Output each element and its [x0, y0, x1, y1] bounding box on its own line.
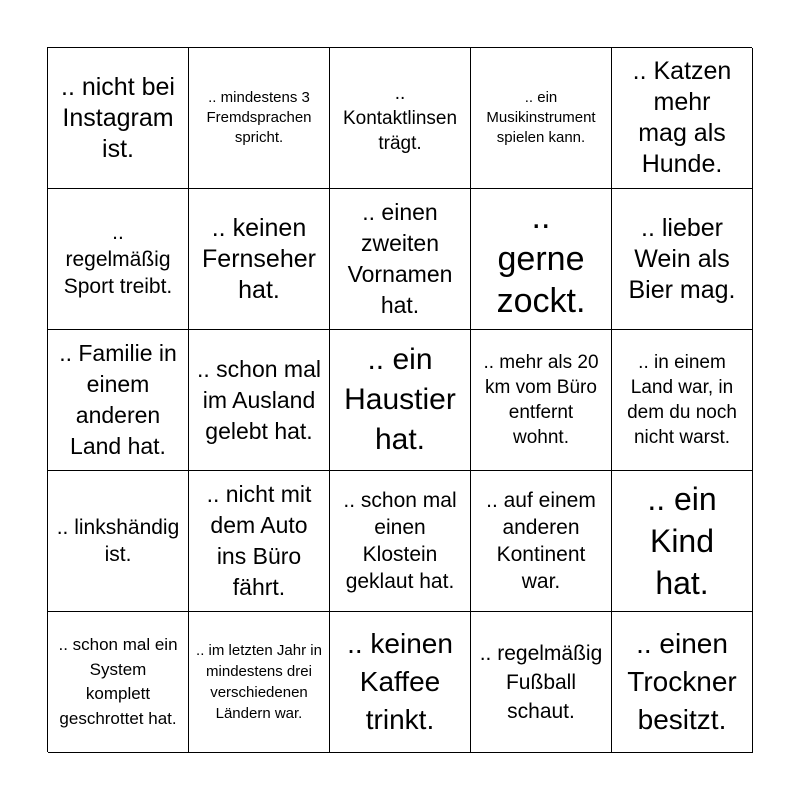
- bingo-cell-3-4[interactable]: [471, 330, 612, 471]
- bingo-cell-5-5[interactable]: [612, 612, 753, 753]
- bingo-cell-text: .. nicht bei Instagram ist.: [61, 72, 175, 163]
- bingo-cell-5-1[interactable]: [48, 612, 189, 753]
- bingo-board: [47, 47, 752, 752]
- bingo-cell-4-4[interactable]: [471, 471, 612, 612]
- bingo-cell-4-5[interactable]: [612, 471, 753, 612]
- bingo-cell-4-3[interactable]: [330, 471, 471, 612]
- bingo-cell-2-4[interactable]: [471, 189, 612, 330]
- bingo-cell-5-4[interactable]: [471, 612, 612, 753]
- bingo-cell-text: .. mehr als 20 km vom Büro entfernt wohnt.: [483, 352, 599, 448]
- bingo-cell-5-2[interactable]: [189, 612, 330, 753]
- bingo-cell-text: .. linkshändig ist.: [56, 516, 180, 566]
- bingo-cell-text: .. einen Trockner besitzt.: [627, 628, 737, 735]
- bingo-cell-text: .. in einem Land war, in dem du noch nicht warst.: [627, 352, 737, 448]
- bingo-cell-4-2[interactable]: [189, 471, 330, 612]
- bingo-cell-1-3[interactable]: [330, 48, 471, 189]
- bingo-cell-2-3[interactable]: [330, 189, 471, 330]
- bingo-cell-text: .. ein Musikinstrument spielen kann.: [486, 89, 596, 146]
- bingo-cell-text: .. einen zweiten Vornamen hat.: [347, 199, 453, 318]
- bingo-cell-3-2[interactable]: [189, 330, 330, 471]
- bingo-cell-1-5[interactable]: [612, 48, 753, 189]
- bingo-cell-text: .. regelmäßig Fußball schaut.: [479, 641, 603, 723]
- bingo-cell-text: .. nicht mit dem Auto ins Büro fährt.: [206, 481, 312, 600]
- bingo-cell-text: .. Familie in einem anderen Land hat.: [59, 340, 177, 459]
- bingo-cell-text: .. keinen Fernseher hat.: [202, 213, 316, 304]
- bingo-cell-1-2[interactable]: [189, 48, 330, 189]
- bingo-cell-5-3[interactable]: [330, 612, 471, 753]
- bingo-cell-text: .. Kontaktlinsen trägt.: [342, 82, 458, 154]
- bingo-cell-text: .. schon mal einen Klostein geklaut hat.: [343, 489, 457, 593]
- bingo-cell-text: .. lieber Wein als Bier mag.: [628, 213, 736, 304]
- bingo-cell-text: .. im letzten Jahr in mindestens drei verschiedenen Ländern war.: [196, 642, 322, 722]
- bingo-cell-text: .. schon mal ein System komplett geschrottet hat.: [58, 635, 178, 728]
- bingo-cell-3-1[interactable]: [48, 330, 189, 471]
- bingo-cell-1-4[interactable]: [471, 48, 612, 189]
- bingo-cell-text: .. schon mal im Ausland gelebt hat.: [197, 355, 321, 444]
- bingo-cell-1-1[interactable]: [48, 48, 189, 189]
- bingo-cell-4-1[interactable]: [48, 471, 189, 612]
- bingo-cell-text: .. ein Haustier hat.: [344, 343, 456, 456]
- bingo-cell-2-2[interactable]: [189, 189, 330, 330]
- bingo-cell-2-5[interactable]: [612, 189, 753, 330]
- bingo-cell-text: .. ein Kind hat.: [647, 481, 717, 601]
- bingo-cell-3-5[interactable]: [612, 330, 753, 471]
- bingo-cell-text: .. mindestens 3 Fremdsprachen spricht.: [206, 89, 312, 146]
- bingo-cell-text: .. keinen Kaffee trinkt.: [347, 628, 453, 735]
- bingo-cell-text: .. gerne zockt.: [496, 198, 586, 320]
- bingo-cell-text: .. auf einem anderen Kontinent war.: [486, 489, 596, 593]
- bingo-cell-2-1[interactable]: [48, 189, 189, 330]
- bingo-cell-text: .. Katzen mehr mag als Hunde.: [632, 57, 732, 178]
- bingo-cell-3-3[interactable]: [330, 330, 471, 471]
- bingo-cell-text: .. regelmäßig Sport treibt.: [63, 220, 173, 298]
